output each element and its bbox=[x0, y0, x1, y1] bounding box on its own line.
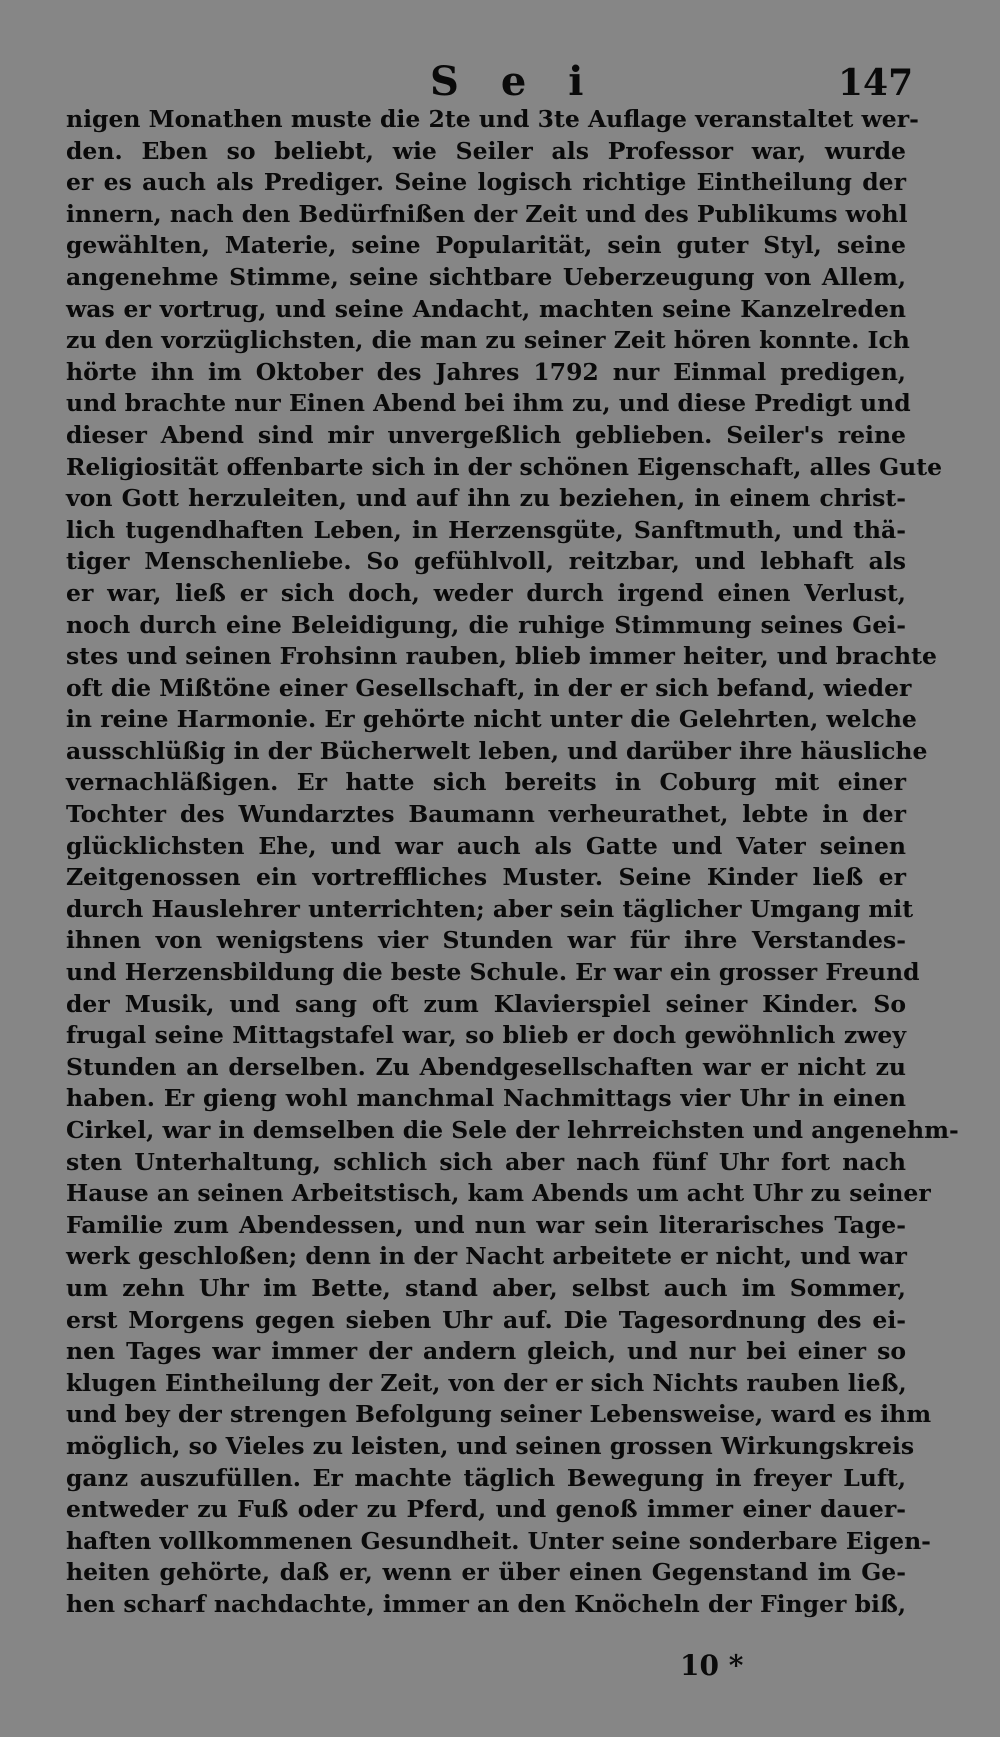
text-line: haften vollkommenen Gesundheit. Unter seine sonderbare Eigen- bbox=[66, 1526, 931, 1555]
text-line: in reine Harmonie. Er gehörte nicht unter die Gelehrten, welche bbox=[66, 705, 917, 734]
body-text bbox=[66, 104, 959, 1621]
text-line: ihnen von wenigstens vier Stunden war für ihre Verstandes- bbox=[66, 926, 906, 955]
text-line: klugen Eintheilung der Zeit, von der er sich Nichts rauben ließ, bbox=[66, 1368, 907, 1397]
text-line: oft die Mißtöne einer Gesellschaft, in der er sich befand, wieder bbox=[66, 673, 912, 702]
text-line: angenehme Stimme, seine sichtbare Ueberzeugung von Allem, bbox=[66, 262, 906, 291]
text-line: und bey der strengen Befolgung seiner Lebensweise, ward es ihm bbox=[66, 1400, 932, 1429]
text-line: dieser Abend sind mir unvergeßlich geblieben. Seiler's reine bbox=[66, 420, 906, 449]
page-number: 147 bbox=[838, 62, 914, 104]
text-line: Cirkel, war in demselben die Sele der lehrreichsten und angenehm- bbox=[66, 1116, 959, 1144]
text-line: nigen Monathen muste die 2te und 3te Auflage veranstaltet wer- bbox=[66, 105, 919, 133]
text-line: er es auch als Prediger. Seine logisch richtige Eintheilung der bbox=[66, 168, 906, 197]
text-line: ganz auszufüllen. Er machte täglich Bewegung in freyer Luft, bbox=[66, 1463, 906, 1492]
text-line: und brachte nur Einen Abend bei ihm zu, und diese Predigt und bbox=[66, 389, 911, 418]
text-line: lich tugendhaften Leben, in Herzensgüte, Sanftmuth, und thä- bbox=[66, 515, 906, 544]
text-line: was er vortrug, und seine Andacht, machten seine Kanzelreden bbox=[66, 294, 906, 323]
text-line: erst Morgens gegen sieben Uhr auf. Die Tagesordnung des ei- bbox=[66, 1305, 906, 1334]
text-line: um zehn Uhr im Bette, stand aber, selbst auch im Sommer, bbox=[66, 1273, 906, 1302]
text-line: werk geschloßen; denn in der Nacht arbeitete er nicht, und war bbox=[66, 1242, 907, 1271]
text-line: stes und seinen Frohsinn rauben, blieb immer heiter, und brachte bbox=[66, 642, 937, 671]
text-line: durch Hauslehrer unterrichten; aber sein täglicher Umgang mit bbox=[66, 894, 914, 923]
text-line: hörte ihn im Oktober des Jahres 1792 nur Einmal predigen, bbox=[66, 357, 906, 386]
text-line: er war, ließ er sich doch, weder durch irgend einen Verlust, bbox=[66, 578, 906, 607]
running-head bbox=[0, 58, 1000, 108]
signature-mark: 10 * bbox=[680, 1649, 744, 1682]
text-line: tiger Menschenliebe. So gefühlvoll, reitzbar, und lebhaft als bbox=[66, 547, 906, 576]
text-line: Tochter des Wundarztes Baumann verheurathet, lebte in der bbox=[66, 800, 906, 829]
text-line: Zeitgenossen ein vortreffliches Muster. Seine Kinder ließ er bbox=[66, 863, 906, 892]
text-line: den. Eben so beliebt, wie Seiler als Professor war, wurde bbox=[66, 136, 906, 165]
text-line: hen scharf nachdachte, immer an den Knöcheln der Finger biß, bbox=[66, 1589, 906, 1618]
text-line: nen Tages war immer der andern gleich, und nur bei einer so bbox=[66, 1337, 906, 1366]
text-line: Familie zum Abendessen, und nun war sein literarisches Tage- bbox=[66, 1210, 906, 1239]
text-line: sten Unterhaltung, schlich sich aber nach fünf Uhr fort nach bbox=[66, 1147, 906, 1176]
text-line: möglich, so Vieles zu leisten, und seinen grossen Wirkungskreis bbox=[66, 1431, 915, 1460]
text-line: der Musik, und sang oft zum Klavierspiel seiner Kinder. So bbox=[66, 989, 906, 1018]
text-line: noch durch eine Beleidigung, die ruhige Stimmung seines Gei- bbox=[66, 610, 906, 639]
running-head-title: S e i bbox=[430, 58, 598, 105]
text-line: frugal seine Mittagstafel war, so blieb er doch gewöhnlich zwey bbox=[66, 1021, 906, 1050]
text-line: und Herzensbildung die beste Schule. Er war ein grosser Freund bbox=[66, 958, 920, 987]
text-line: haben. Er gieng wohl manchmal Nachmittags vier Uhr in einen bbox=[66, 1084, 906, 1113]
text-line: von Gott herzuleiten, und auf ihn zu beziehen, in einem christ- bbox=[66, 484, 906, 513]
text-line: Stunden an derselben. Zu Abendgesellschaften war er nicht zu bbox=[66, 1052, 906, 1081]
text-line: ausschlüßig in der Bücherwelt leben, und darüber ihre häusliche bbox=[66, 736, 928, 765]
text-line: innern, nach den Bedürfnißen der Zeit und des Publikums wohl bbox=[66, 199, 908, 228]
text-line: vernachläßigen. Er hatte sich bereits in Coburg mit einer bbox=[66, 768, 906, 797]
text-line: heiten gehörte, daß er, wenn er über einen Gegenstand im Ge- bbox=[66, 1558, 906, 1587]
text-line: entweder zu Fuß oder zu Pferd, und genoß immer einer dauer- bbox=[66, 1495, 906, 1524]
text-line: gewählten, Materie, seine Popularität, sein guter Styl, seine bbox=[66, 231, 906, 260]
text-line: Religiosität offenbarte sich in der schönen Eigenschaft, alles Gute bbox=[66, 452, 943, 481]
text-line: glücklichsten Ehe, und war auch als Gatte und Vater seinen bbox=[66, 831, 906, 860]
text-line: Hause an seinen Arbeitstisch, kam Abends um acht Uhr zu seiner bbox=[66, 1179, 931, 1208]
text-line: zu den vorzüglichsten, die man zu seiner Zeit hören konnte. Ich bbox=[66, 326, 910, 355]
